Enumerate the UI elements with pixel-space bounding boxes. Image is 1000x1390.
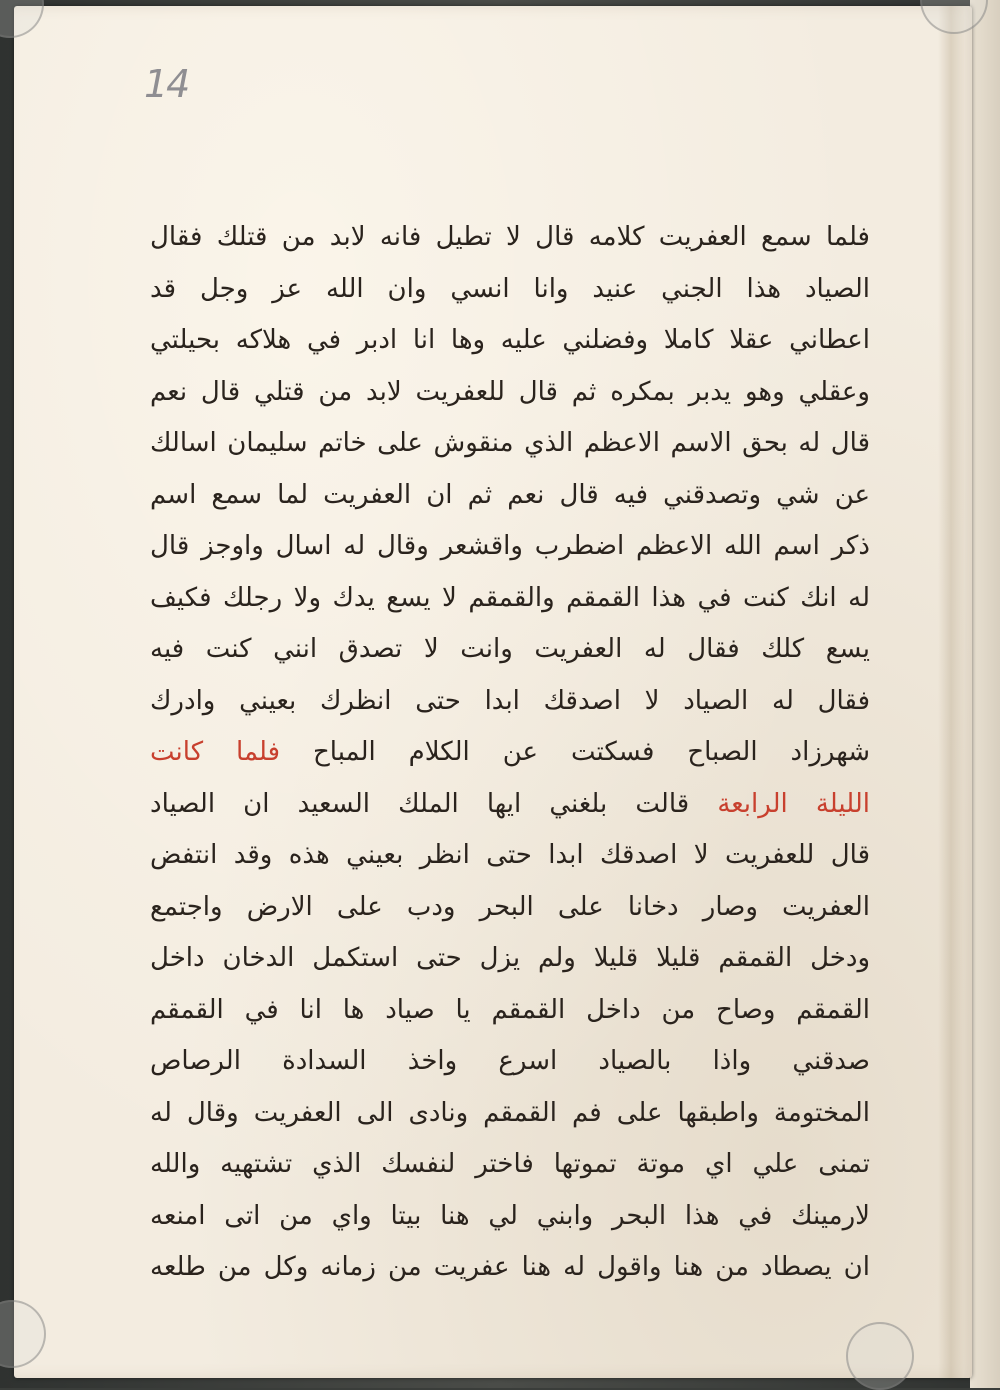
text-line — [150, 1088, 870, 1140]
line-text: الصياد هذا الجني عنيد وانا انسي وان الله عز وجل قد — [150, 273, 870, 304]
line-text: المختومة واطبقها على فم القمقم ونادى الى العفريت وقال له — [150, 1097, 870, 1128]
line-text: فقال له الصياد لا اصدقك ابدا حتى انظرك بعيني وادرك — [150, 685, 870, 716]
text-line — [150, 624, 870, 676]
line-text: يسع كلك فقال له العفريت وانت لا تصدق انني كنت فيه — [150, 634, 870, 664]
line-text: قال للعفريت لا اصدقك ابدا حتى انظر بعيني هذه وقد انتفض — [150, 840, 870, 870]
text-line — [150, 1036, 870, 1088]
text-line — [150, 573, 870, 625]
line-text: تمنى علي اي موتة تموتها فاختر لنفسك الذي تشتهيه والله — [150, 1149, 870, 1179]
text-line — [150, 1242, 870, 1294]
text-line — [150, 676, 870, 728]
text-line — [150, 882, 870, 934]
rubric-heading: فلما كانت — [150, 737, 281, 767]
line-text: ودخل القمقم قليلا قليلا ولم يزل حتى استكمل الدخان داخل — [150, 943, 870, 973]
line-text: اعطاني عقلا كاملا وفضلني عليه وها انا ادبر في هلاكه بحيلتي — [150, 325, 870, 355]
line-text: ذكر اسم الله الاعظم اضطرب واقشعر وقال له اسال واوجز قال — [150, 531, 870, 561]
line-text: له انك كنت في هذا القمقم والقمقم لا يسع يدك ولا رجلك فكيف — [150, 582, 870, 613]
corner-clip-bottom-right — [846, 1322, 914, 1390]
folio-number: 14 — [144, 62, 189, 106]
text-line — [150, 830, 870, 882]
text-line — [150, 779, 870, 831]
text-line — [150, 212, 870, 264]
line-text: قالت بلغني ايها الملك السعيد ان الصياد — [150, 788, 690, 819]
text-line — [150, 315, 870, 367]
text-line — [150, 933, 870, 985]
text-line — [150, 418, 870, 470]
text-line — [150, 264, 870, 316]
line-text: شهرزاد الصباح فسكتت عن الكلام المباح — [312, 737, 870, 767]
line-text: القمقم وصاح من داخل القمقم يا صياد ها انا في القمقم — [150, 994, 870, 1025]
rubric-heading: الليلة الرابعة — [717, 788, 870, 819]
text-line — [150, 985, 870, 1037]
line-text: عن شي وتصدقني فيه قال نعم ثم ان العفريت لما سمع اسم — [150, 479, 870, 510]
text-line — [150, 470, 870, 522]
line-text: ان يصطاد من هنا واقول له هنا عفريت من زمانه وكل من طلعه — [150, 1252, 870, 1282]
text-line — [150, 367, 870, 419]
text-line — [150, 521, 870, 573]
line-text: صدقني واذا بالصياد اسرع واخذ السدادة الرصاص — [150, 1046, 870, 1076]
line-text: فلما سمع العفريت كلامه قال لا تطيل فانه لابد من قتلك فقال — [150, 222, 870, 252]
text-line — [150, 727, 870, 779]
text-line — [150, 1139, 870, 1191]
facing-page-edge — [970, 0, 1000, 1388]
manuscript-text — [150, 212, 870, 1294]
page-fold-shadow — [938, 6, 964, 1378]
line-text: لارمينك في هذا البحر وابني لي هنا بيتا واي من اتى امنعه — [150, 1200, 870, 1231]
line-text: قال له بحق الاسم الاعظم الذي منقوش على خاتم سليمان اسالك — [150, 428, 870, 458]
line-text: وعقلي وهو يدبر بمكره ثم قال للعفريت لابد من قتلي قال نعم — [150, 376, 870, 407]
line-text: العفريت وصار دخانا على البحر ودب على الارض واجتمع — [150, 891, 870, 922]
text-line — [150, 1191, 870, 1243]
